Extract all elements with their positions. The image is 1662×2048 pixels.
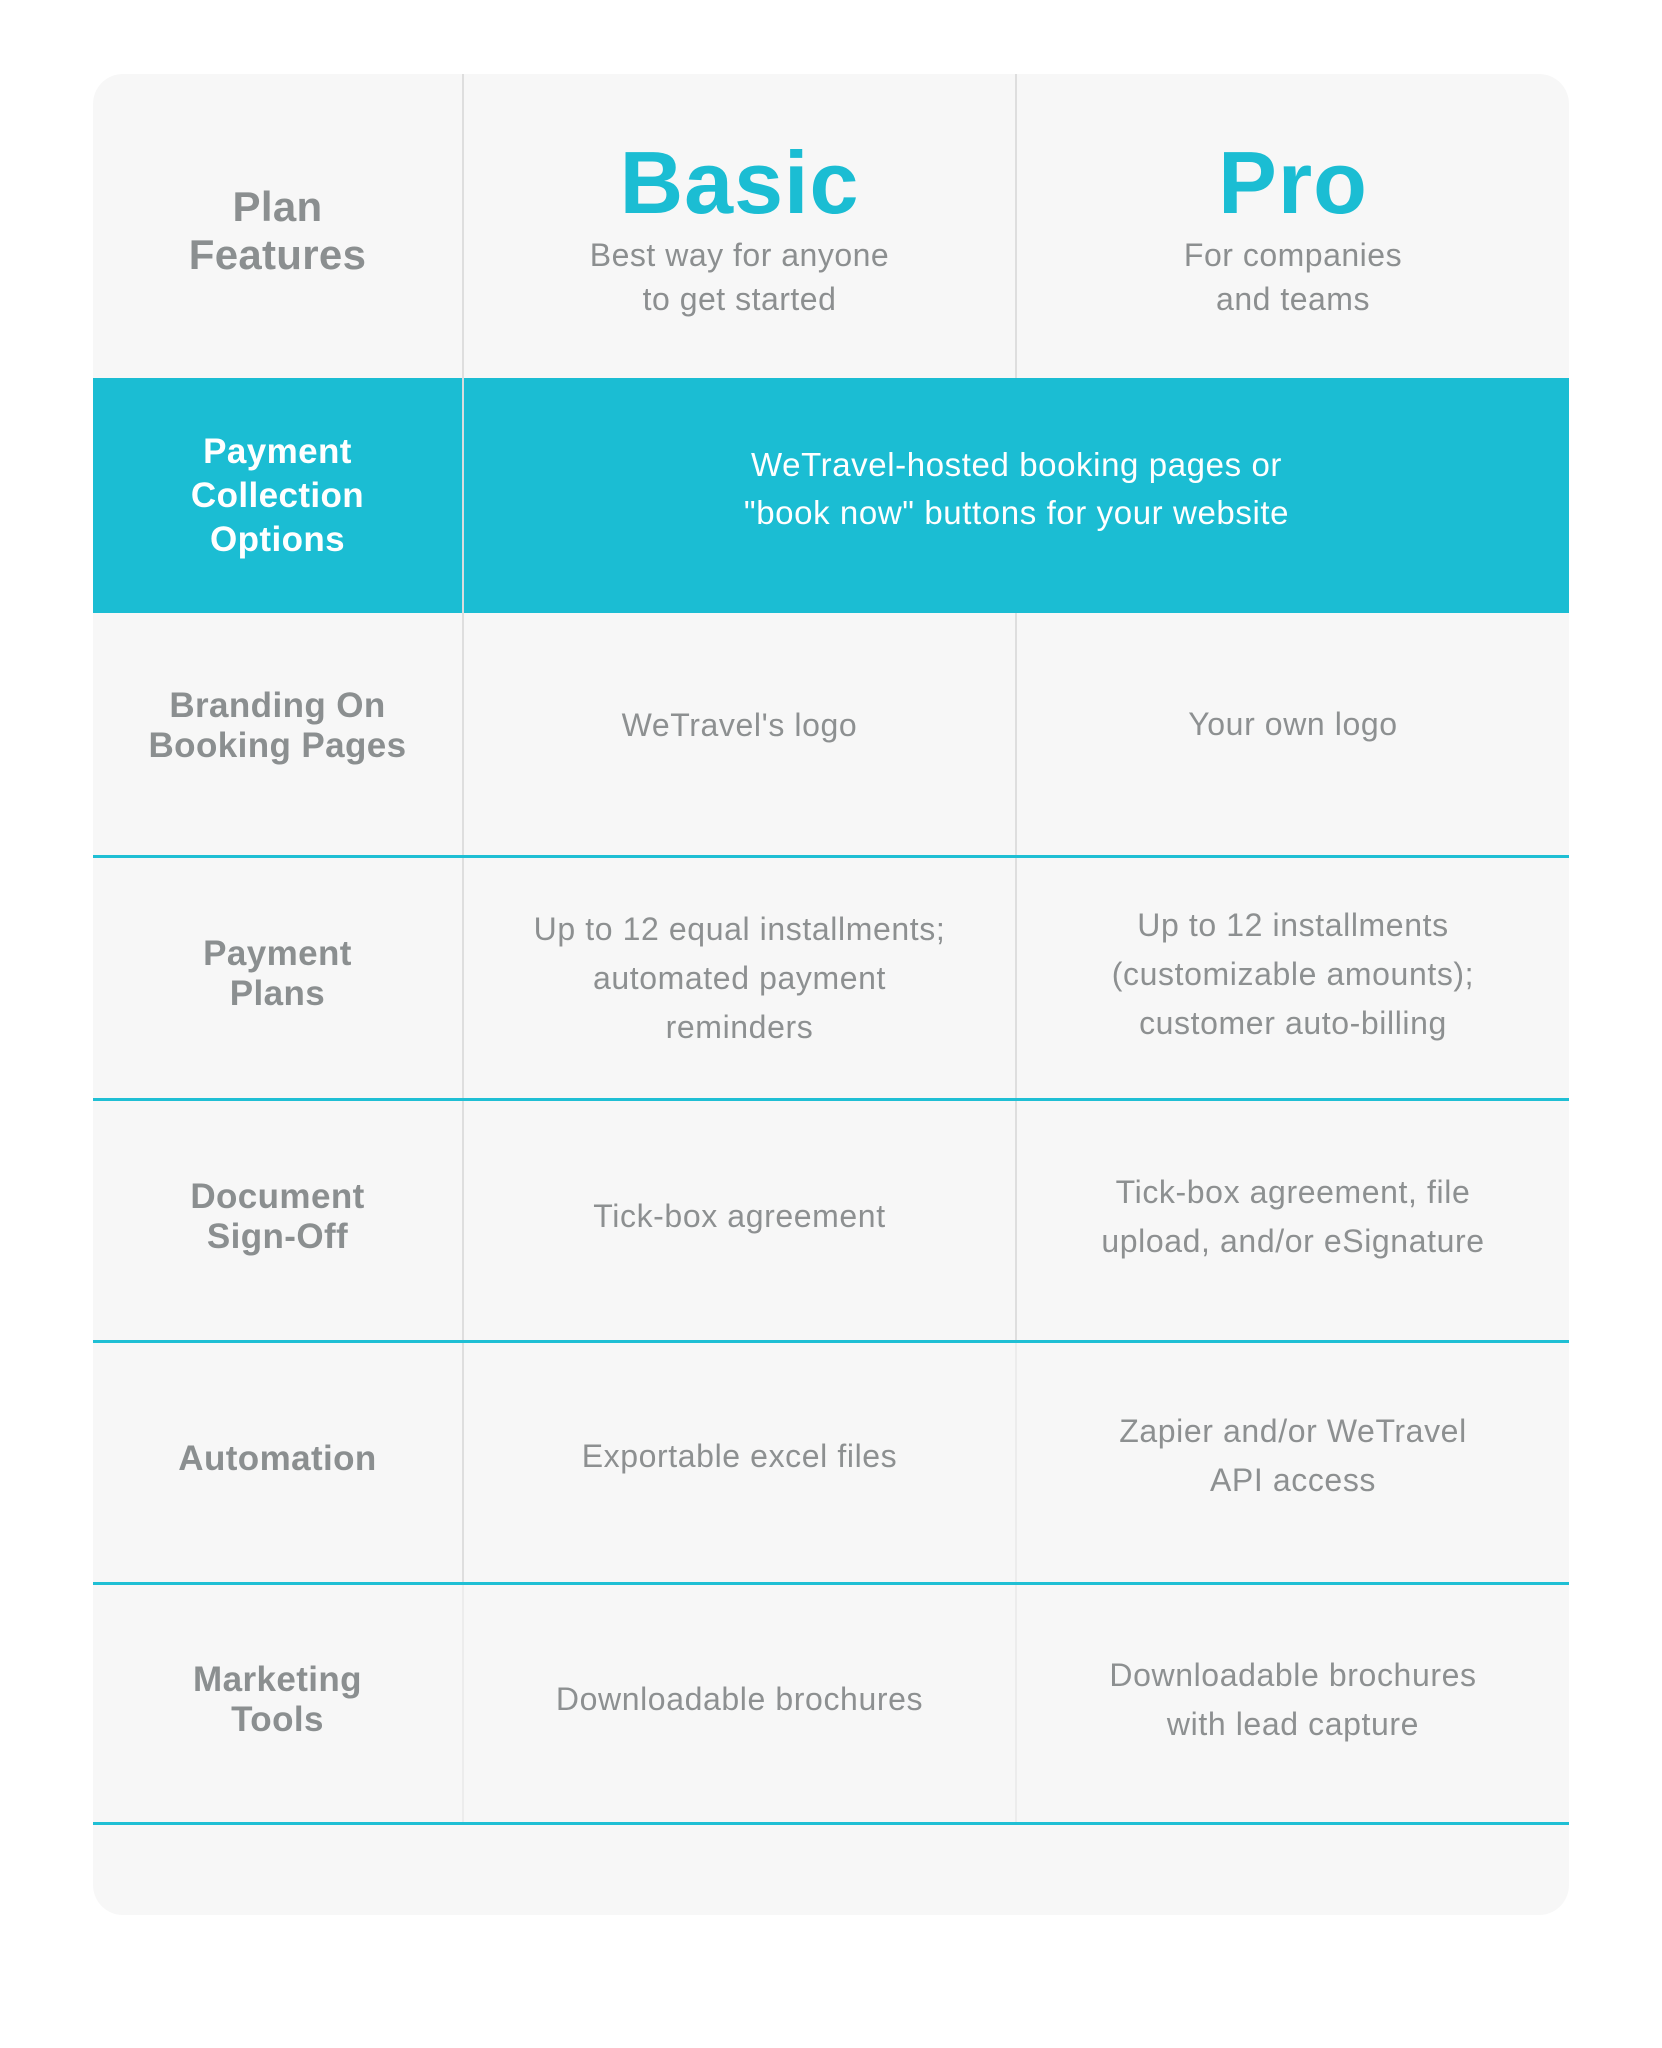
pro-value-cell [1015,613,1569,856]
table-row-automation [93,1343,1569,1583]
payment-collection-shared-value: WeTravel-hosted booking pages or "book now" buttons for your website [462,378,1569,613]
payment-collection-label-cell [93,378,462,613]
basic-value: Downloadable brochures [555,1681,924,1717]
pro-value: Downloadable brochures with lead capture [1109,1656,1477,1742]
pro-value-cell [1015,858,1569,1098]
header-features-cell [93,74,462,378]
row-label-cell [93,1585,462,1822]
row-label: Automation [178,1439,377,1478]
pro-value-cell [1015,1585,1569,1822]
row-label: Branding On Booking Pages [148,685,407,765]
row-label: Marketing Tools [193,1659,362,1739]
table-row-branding [93,613,1569,856]
basic-value: Tick-box agreement [593,1198,886,1234]
basic-value-cell [462,1101,1015,1340]
table-row-document-sign-off [93,1101,1569,1340]
plan-name-basic: Basic [619,133,860,232]
table-footer [93,1825,1569,1915]
table-row-marketing-tools [93,1585,1569,1822]
plan-name-pro: Pro [1218,133,1368,232]
table-header-row [93,74,1569,378]
payment-collection-row [93,378,1569,613]
basic-value-cell [462,613,1015,856]
basic-value: Up to 12 equal installments; automated payment reminders [533,910,946,1045]
plan-comparison-table [93,74,1569,1915]
row-label-cell [93,858,462,1098]
table-row-payment-plans [93,858,1569,1098]
pro-value: Tick-box agreement, file upload, and/or eSignature [1101,1173,1485,1259]
basic-value-cell [462,858,1015,1098]
basic-value: Exportable excel files [581,1437,898,1474]
row-label-cell [93,1343,462,1583]
pro-value-cell [1015,1343,1569,1583]
pro-value: Up to 12 installments (customizable amounts); customer auto-billing [1111,906,1475,1041]
row-label: Payment Plans [203,934,352,1013]
basic-value: WeTravel's logo [621,707,858,743]
pro-value-cell [1015,1101,1569,1340]
header-basic-cell [462,74,1015,378]
row-label-cell [93,1101,462,1340]
basic-value-cell [462,1343,1015,1583]
plan-subtitle-pro: For companies and teams [1183,237,1403,317]
plan-subtitle-basic: Best way for anyone to get started [589,237,890,317]
payment-collection-label: Payment Collection Options [190,431,365,559]
header-pro-cell [1015,74,1569,378]
basic-value-cell [462,1585,1015,1822]
pro-value: Your own logo [1188,706,1398,742]
header-features-label: Plan Features [188,183,367,278]
row-label-cell [93,613,462,856]
row-label: Document Sign-Off [190,1176,365,1256]
pro-value: Zapier and/or WeTravel API access [1119,1413,1467,1498]
